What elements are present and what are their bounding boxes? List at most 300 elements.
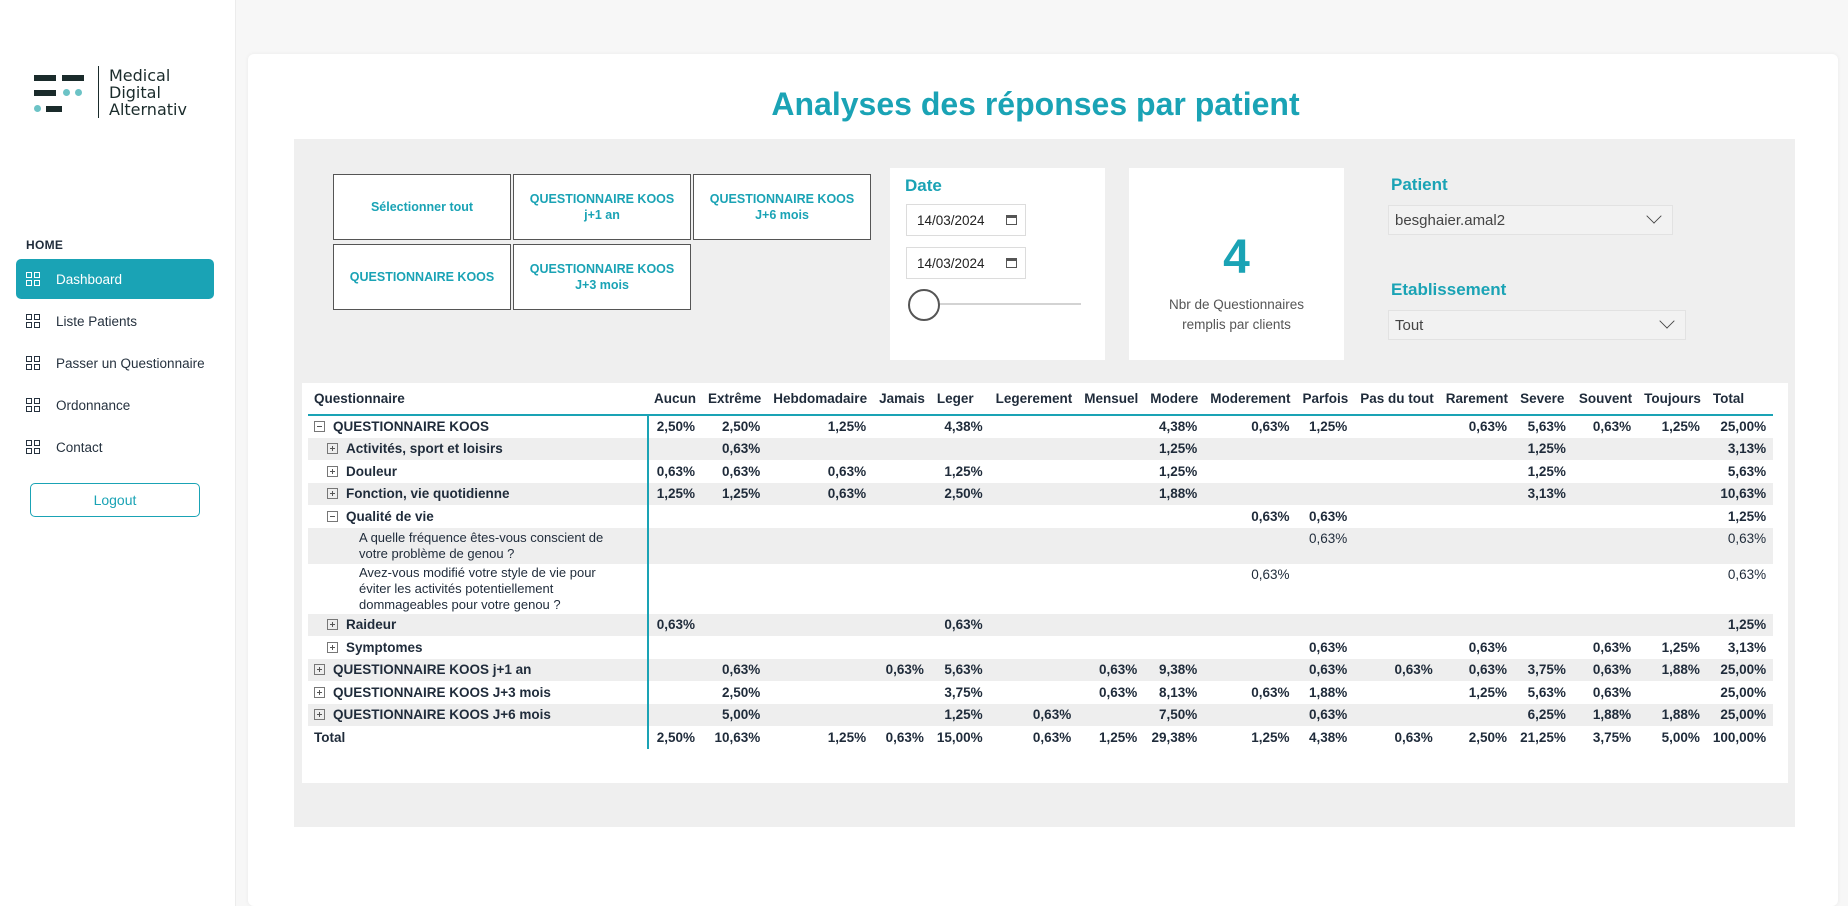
expand-icon[interactable] [327, 488, 338, 499]
date-range-slider-track[interactable] [926, 303, 1081, 305]
matrix-cell [767, 564, 873, 614]
matrix-cell: 15,00% [936, 729, 983, 745]
matrix-cell [1354, 460, 1440, 483]
sidebar-nav [16, 259, 214, 469]
row-label: Avez-vous modifié votre style de vie pour éviter les activités potentiellement dommageables pour votre genou ? [359, 564, 596, 612]
row-header [308, 636, 648, 659]
matrix-cell [1354, 505, 1440, 528]
matrix-cell: 0,63% [722, 463, 761, 479]
matrix-cell [648, 438, 702, 461]
row-label: Raideur [346, 617, 397, 633]
matrix-cell [1078, 460, 1144, 483]
expand-icon[interactable] [327, 466, 338, 477]
filter-koos-j6mois-button[interactable]: QUESTIONNAIRE KOOS J+6 mois [693, 174, 871, 240]
dashboard-grid-icon [26, 272, 40, 286]
matrix-cell [702, 528, 767, 564]
sidebar-item-liste-patients[interactable] [16, 301, 214, 341]
matrix-cell: 8,13% [1158, 684, 1198, 700]
etablissement-select[interactable] [1388, 310, 1686, 340]
matrix-cell [1204, 614, 1296, 637]
column-header[interactable]: Leger [931, 383, 990, 415]
matrix-cell [1440, 483, 1514, 506]
matrix-cell [1573, 438, 1638, 461]
patient-select[interactable] [1388, 205, 1673, 235]
column-header[interactable]: Hebdomadaire [767, 383, 873, 415]
dashboard-grid-icon [26, 314, 40, 328]
date-start-input[interactable] [906, 204, 1026, 236]
matrix-cell [1144, 614, 1204, 637]
matrix-cell [702, 636, 767, 659]
column-header[interactable]: Jamais [873, 383, 931, 415]
row-header [308, 681, 648, 704]
row-label: Symptomes [346, 639, 423, 655]
matrix-cell: 1,25% [1309, 419, 1348, 435]
matrix-cell: 0,63% [1251, 508, 1290, 524]
matrix-cell: 0,63% [1468, 639, 1508, 655]
matrix-cell: 9,38% [1144, 659, 1204, 682]
patient-label: Patient [1391, 175, 1448, 194]
matrix-cell: 100,00% [1712, 729, 1767, 745]
matrix-cell [1638, 614, 1707, 637]
matrix-cell: 25,00% [1707, 704, 1773, 727]
row-header [308, 483, 648, 506]
matrix-cell: 1,25% [827, 729, 867, 745]
matrix-cell: 1,25% [944, 463, 983, 479]
date-slicer [890, 168, 1105, 360]
expand-icon[interactable] [327, 642, 338, 653]
filter-koos-j3mois-button[interactable]: QUESTIONNAIRE KOOS J+3 mois [513, 244, 691, 310]
date-range-slider-handle[interactable] [908, 289, 940, 321]
matrix-cell [1638, 681, 1707, 704]
sidebar-item-label: Liste Patients [56, 313, 138, 329]
matrix-cell [1204, 704, 1296, 727]
matrix-cell: 25,00% [1720, 419, 1767, 435]
matrix-cell [1638, 460, 1707, 483]
matrix-cell: 0,63% [1592, 639, 1632, 655]
matrix-cell: 5,63% [931, 659, 990, 682]
matrix-cell [1573, 483, 1638, 506]
table-row[interactable] [308, 726, 1773, 749]
matrix-cell [1638, 505, 1707, 528]
table-row[interactable] [308, 415, 1773, 438]
sidebar-item-label: Ordonnance [56, 397, 131, 413]
date-end-value: 14/03/2024 [917, 255, 985, 271]
matrix-header-row [308, 383, 1773, 415]
matrix-cell [873, 415, 931, 438]
row-header [308, 460, 648, 483]
matrix-cell: 0,63% [885, 729, 924, 745]
row-label: QUESTIONNAIRE KOOS j+1 an [333, 662, 532, 678]
filter-koos-j1an-button[interactable]: QUESTIONNAIRE KOOS j+1 an [513, 174, 691, 240]
matrix-cell [1638, 564, 1707, 614]
matrix-cell: 0,63% [1251, 419, 1290, 435]
matrix-cell: 0,63% [1297, 659, 1355, 682]
matrix-cell [1354, 483, 1440, 506]
logout-button[interactable]: Logout [30, 483, 200, 517]
matrix-cell [1078, 528, 1144, 564]
matrix-cell: 1,25% [1707, 614, 1773, 637]
matrix-cell [1440, 614, 1514, 637]
matrix-cell: 0,63% [1592, 684, 1632, 700]
brand-line2: Digital [109, 82, 161, 102]
kpi-value: 4 [1223, 231, 1250, 284]
matrix-cell: 0,63% [1309, 508, 1348, 524]
column-header[interactable]: Rarement [1440, 383, 1514, 415]
matrix-cell [873, 438, 931, 461]
matrix-cell: 0,63% [1394, 729, 1433, 745]
matrix-cell [648, 704, 702, 727]
sidebar-item-contact[interactable] [16, 427, 214, 467]
kpi-label: Nbr de Questionnaires remplis par clients [1168, 297, 1305, 332]
matrix-cell: 1,25% [1661, 419, 1700, 435]
matrix-cell [1440, 528, 1514, 564]
logo-icon [34, 69, 88, 115]
matrix-cell [990, 636, 1079, 659]
matrix-cell [1514, 505, 1573, 528]
matrix-cell [1144, 505, 1204, 528]
kpi-card [1129, 168, 1344, 360]
matrix-cell: 4,38% [944, 419, 983, 435]
matrix-cell: 2,50% [722, 684, 761, 700]
row-header [308, 659, 648, 682]
matrix-cell: 4,38% [1158, 419, 1198, 435]
matrix-cell [1204, 438, 1296, 461]
responses-matrix [302, 383, 1788, 783]
expand-icon[interactable] [314, 687, 325, 698]
matrix-cell: 2,50% [656, 419, 695, 435]
calendar-icon [1006, 215, 1017, 225]
matrix-cell [990, 415, 1079, 438]
matrix-cell [990, 483, 1079, 506]
matrix-cell [1078, 614, 1144, 637]
matrix-cell [1078, 704, 1144, 727]
expand-icon[interactable] [327, 443, 338, 454]
matrix-cell [767, 505, 873, 528]
matrix-cell [1514, 528, 1573, 564]
matrix-cell [1514, 564, 1573, 614]
sidebar-item-label: Contact [56, 439, 103, 455]
matrix-cell: 0,63% [1251, 566, 1290, 582]
matrix-cell [702, 505, 767, 528]
brand-logo [34, 66, 187, 118]
matrix-cell [990, 614, 1079, 637]
matrix-cell: 1,25% [702, 483, 767, 506]
patient-selected-value: besghaier.amal2 [1395, 211, 1506, 229]
matrix-cell [702, 614, 767, 637]
matrix-cell [1573, 505, 1638, 528]
matrix-cell: 5,63% [1527, 684, 1566, 700]
table-row[interactable] [308, 614, 1773, 637]
matrix-cell: 0,63% [990, 704, 1079, 727]
matrix-cell: 21,25% [1520, 729, 1566, 745]
column-header[interactable]: Pas du tout [1354, 383, 1440, 415]
matrix-cell: 1,25% [1144, 438, 1204, 461]
column-header[interactable]: Moderement [1204, 383, 1296, 415]
matrix-cell [1297, 438, 1355, 461]
matrix-cell: 0,63% [1468, 419, 1508, 435]
column-header[interactable]: Total [1707, 383, 1773, 415]
matrix-cell: 1,25% [1468, 684, 1508, 700]
table-row[interactable] [308, 659, 1773, 682]
matrix-cell: 1,25% [1527, 463, 1566, 479]
matrix-cell: 1,25% [827, 419, 867, 435]
matrix-cell [990, 460, 1079, 483]
matrix-cell: 2,50% [1468, 729, 1508, 745]
matrix-cell: 0,63% [1297, 704, 1355, 727]
table-row[interactable] [308, 636, 1773, 659]
matrix-cell: 0,63% [1032, 729, 1072, 745]
matrix-cell [767, 681, 873, 704]
matrix-cell [702, 564, 767, 614]
matrix-cell: 25,00% [1720, 684, 1767, 700]
matrix-cell: 1,25% [931, 704, 990, 727]
matrix-cell [873, 704, 931, 727]
matrix-cell [1354, 681, 1440, 704]
matrix-cell [1354, 614, 1440, 637]
filter-koos-button[interactable]: QUESTIONNAIRE KOOS [333, 244, 511, 310]
matrix-cell: 0,63% [931, 614, 990, 637]
row-header [308, 415, 648, 438]
matrix-table [308, 383, 1773, 749]
matrix-cell: 1,88% [1638, 659, 1707, 682]
matrix-cell [1354, 528, 1440, 564]
matrix-cell: 1,25% [648, 483, 702, 506]
etablissement-selected-value: Tout [1395, 316, 1424, 334]
matrix-cell: 1,88% [1309, 684, 1348, 700]
matrix-cell [1573, 564, 1638, 614]
brand-line1: Medical [109, 65, 171, 85]
matrix-cell: 3,13% [1707, 438, 1773, 461]
dashboard-grid-icon [26, 356, 40, 370]
matrix-cell: 2,50% [931, 483, 990, 506]
date-label: Date [905, 176, 942, 195]
matrix-cell [1440, 438, 1514, 461]
matrix-cell: 3,75% [944, 684, 983, 700]
sidebar-item-dashboard[interactable] [16, 259, 214, 299]
row-label: Activités, sport et loisirs [346, 441, 503, 457]
matrix-cell: 1,25% [1098, 729, 1138, 745]
matrix-cell: 5,00% [702, 704, 767, 727]
matrix-cell: 0,63% [656, 463, 695, 479]
table-row[interactable] [308, 505, 1773, 528]
matrix-cell: 6,25% [1514, 704, 1573, 727]
matrix-cell [1297, 483, 1355, 506]
matrix-cell: 3,13% [1727, 639, 1767, 655]
sidebar-section-home: HOME [26, 238, 64, 252]
calendar-icon [1006, 258, 1017, 268]
matrix-cell [990, 659, 1079, 682]
matrix-cell: 0,63% [1078, 659, 1144, 682]
row-header [308, 438, 648, 461]
matrix-cell: 29,38% [1151, 729, 1198, 745]
column-header[interactable]: Aucun [648, 383, 702, 415]
chevron-down-icon [1646, 208, 1661, 223]
expand-icon[interactable] [314, 664, 325, 675]
matrix-cell [873, 505, 931, 528]
matrix-cell: 5,63% [1527, 419, 1566, 435]
matrix-cell: 2,50% [722, 419, 761, 435]
matrix-cell [1144, 564, 1204, 614]
column-header[interactable]: Toujours [1638, 383, 1707, 415]
matrix-cell [873, 681, 931, 704]
expand-icon[interactable] [314, 709, 325, 720]
matrix-cell [1144, 528, 1204, 564]
matrix-cell [931, 636, 990, 659]
row-label: QUESTIONNAIRE KOOS J+3 mois [333, 684, 551, 700]
matrix-cell [1573, 528, 1638, 564]
matrix-cell: 10,63% [714, 729, 761, 745]
row-label: QUESTIONNAIRE KOOS J+6 mois [333, 707, 551, 723]
matrix-cell [648, 681, 702, 704]
row-label: QUESTIONNAIRE KOOS [333, 419, 490, 435]
matrix-cell [1440, 460, 1514, 483]
matrix-cell [1354, 636, 1440, 659]
matrix-cell [990, 564, 1079, 614]
column-header[interactable]: Souvent [1573, 383, 1638, 415]
matrix-cell [1440, 505, 1514, 528]
date-end-input[interactable] [906, 247, 1026, 279]
table-row[interactable] [308, 528, 1773, 564]
matrix-cell: 1,25% [1158, 463, 1198, 479]
matrix-cell [1078, 564, 1144, 614]
sidebar-item-label: Dashboard [56, 271, 123, 287]
matrix-cell: 3,75% [1514, 659, 1573, 682]
expand-icon[interactable] [327, 619, 338, 630]
page-title: Analyses des réponses par patient [771, 86, 1300, 122]
column-header[interactable]: Mensuel [1078, 383, 1144, 415]
chevron-down-icon [1659, 313, 1674, 328]
sidebar-item-passer-questionnaire[interactable] [16, 343, 214, 383]
column-header[interactable]: Extrême [702, 383, 767, 415]
matrix-cell [767, 659, 873, 682]
matrix-cell [648, 659, 702, 682]
matrix-cell: 10,63% [1707, 483, 1773, 506]
matrix-cell [1078, 505, 1144, 528]
matrix-cell [1204, 483, 1296, 506]
matrix-cell [767, 636, 873, 659]
matrix-cell [767, 704, 873, 727]
matrix-cell: 2,50% [656, 729, 695, 745]
matrix-cell [1354, 438, 1440, 461]
matrix-cell: 1,88% [1144, 483, 1204, 506]
matrix-cell [1204, 659, 1296, 682]
row-label: A quelle fréquence êtes-vous conscient de votre problème de genou ? [359, 529, 604, 561]
matrix-cell [990, 528, 1079, 564]
collapse-icon[interactable] [314, 421, 325, 432]
matrix-cell [1440, 704, 1514, 727]
matrix-cell [873, 460, 931, 483]
matrix-cell [873, 528, 931, 564]
matrix-cell [1638, 528, 1707, 564]
matrix-cell: 0,63% [1727, 566, 1767, 582]
matrix-cell [1078, 636, 1144, 659]
matrix-cell [931, 438, 990, 461]
matrix-cell [990, 438, 1079, 461]
collapse-icon[interactable] [327, 511, 338, 522]
row-label: Qualité de vie [346, 508, 434, 524]
matrix-cell [1297, 460, 1355, 483]
column-header[interactable]: Severe [1514, 383, 1573, 415]
matrix-cell [1297, 614, 1355, 637]
matrix-cell [648, 636, 702, 659]
row-label: Fonction, vie quotidienne [346, 486, 510, 502]
table-row[interactable] [308, 438, 1773, 461]
matrix-cell: 0,63% [702, 659, 767, 682]
matrix-cell [1144, 636, 1204, 659]
matrix-cell [931, 505, 990, 528]
matrix-cell: 5,63% [1727, 463, 1767, 479]
matrix-cell [648, 505, 702, 528]
matrix-cell [1078, 438, 1144, 461]
matrix-cell: 1,88% [1573, 704, 1638, 727]
matrix-cell: 0,63% [873, 659, 931, 682]
matrix-cell: 1,25% [1514, 438, 1573, 461]
column-header[interactable]: Modere [1144, 383, 1204, 415]
table-row[interactable] [308, 564, 1773, 614]
matrix-cell: 1,25% [1251, 729, 1290, 745]
matrix-cell: 1,25% [1727, 508, 1767, 524]
matrix-cell [931, 564, 990, 614]
matrix-cell: 0,63% [767, 483, 873, 506]
table-row[interactable] [308, 704, 1773, 727]
matrix-cell: 1,25% [1661, 639, 1700, 655]
matrix-cell: 1,88% [1638, 704, 1707, 727]
column-header[interactable]: Questionnaire [308, 383, 648, 415]
table-row[interactable] [308, 681, 1773, 704]
row-header [308, 704, 648, 727]
column-header[interactable]: Legerement [990, 383, 1079, 415]
matrix-cell [1354, 415, 1440, 438]
matrix-cell [1514, 636, 1573, 659]
matrix-cell: 0,63% [1309, 639, 1348, 655]
table-row[interactable] [308, 483, 1773, 506]
sidebar-item-label: Passer un Questionnaire [56, 355, 205, 371]
row-header [308, 528, 648, 564]
matrix-cell [1204, 460, 1296, 483]
matrix-cell [1514, 614, 1573, 637]
sidebar [0, 0, 236, 906]
matrix-cell: 7,50% [1144, 704, 1204, 727]
matrix-cell: 0,63% [648, 614, 702, 637]
row-label: Total [314, 729, 346, 745]
matrix-cell [873, 564, 931, 614]
matrix-cell [1440, 564, 1514, 614]
matrix-cell [873, 483, 931, 506]
matrix-cell [767, 438, 873, 461]
select-all-button[interactable]: Sélectionner tout [333, 174, 511, 240]
matrix-cell: 0,63% [702, 438, 767, 461]
column-header[interactable]: Parfois [1297, 383, 1355, 415]
matrix-cell [1354, 704, 1440, 727]
matrix-cell [1297, 564, 1355, 614]
table-row[interactable] [308, 460, 1773, 483]
matrix-cell: 0,63% [1573, 659, 1638, 682]
matrix-cell: 0,63% [827, 463, 867, 479]
matrix-cell: 25,00% [1707, 659, 1773, 682]
matrix-cell [1204, 636, 1296, 659]
etablissement-label: Etablissement [1391, 280, 1507, 299]
matrix-cell: 0,63% [1098, 684, 1138, 700]
matrix-cell: 4,38% [1309, 729, 1348, 745]
matrix-cell [1078, 415, 1144, 438]
matrix-cell [1204, 528, 1296, 564]
dashboard-grid-icon [26, 440, 40, 454]
sidebar-item-ordonnance[interactable] [16, 385, 214, 425]
matrix-cell [1638, 483, 1707, 506]
matrix-cell [767, 528, 873, 564]
brand-line3: Alternativ [109, 99, 187, 119]
matrix-cell: 0,63% [1440, 659, 1514, 682]
